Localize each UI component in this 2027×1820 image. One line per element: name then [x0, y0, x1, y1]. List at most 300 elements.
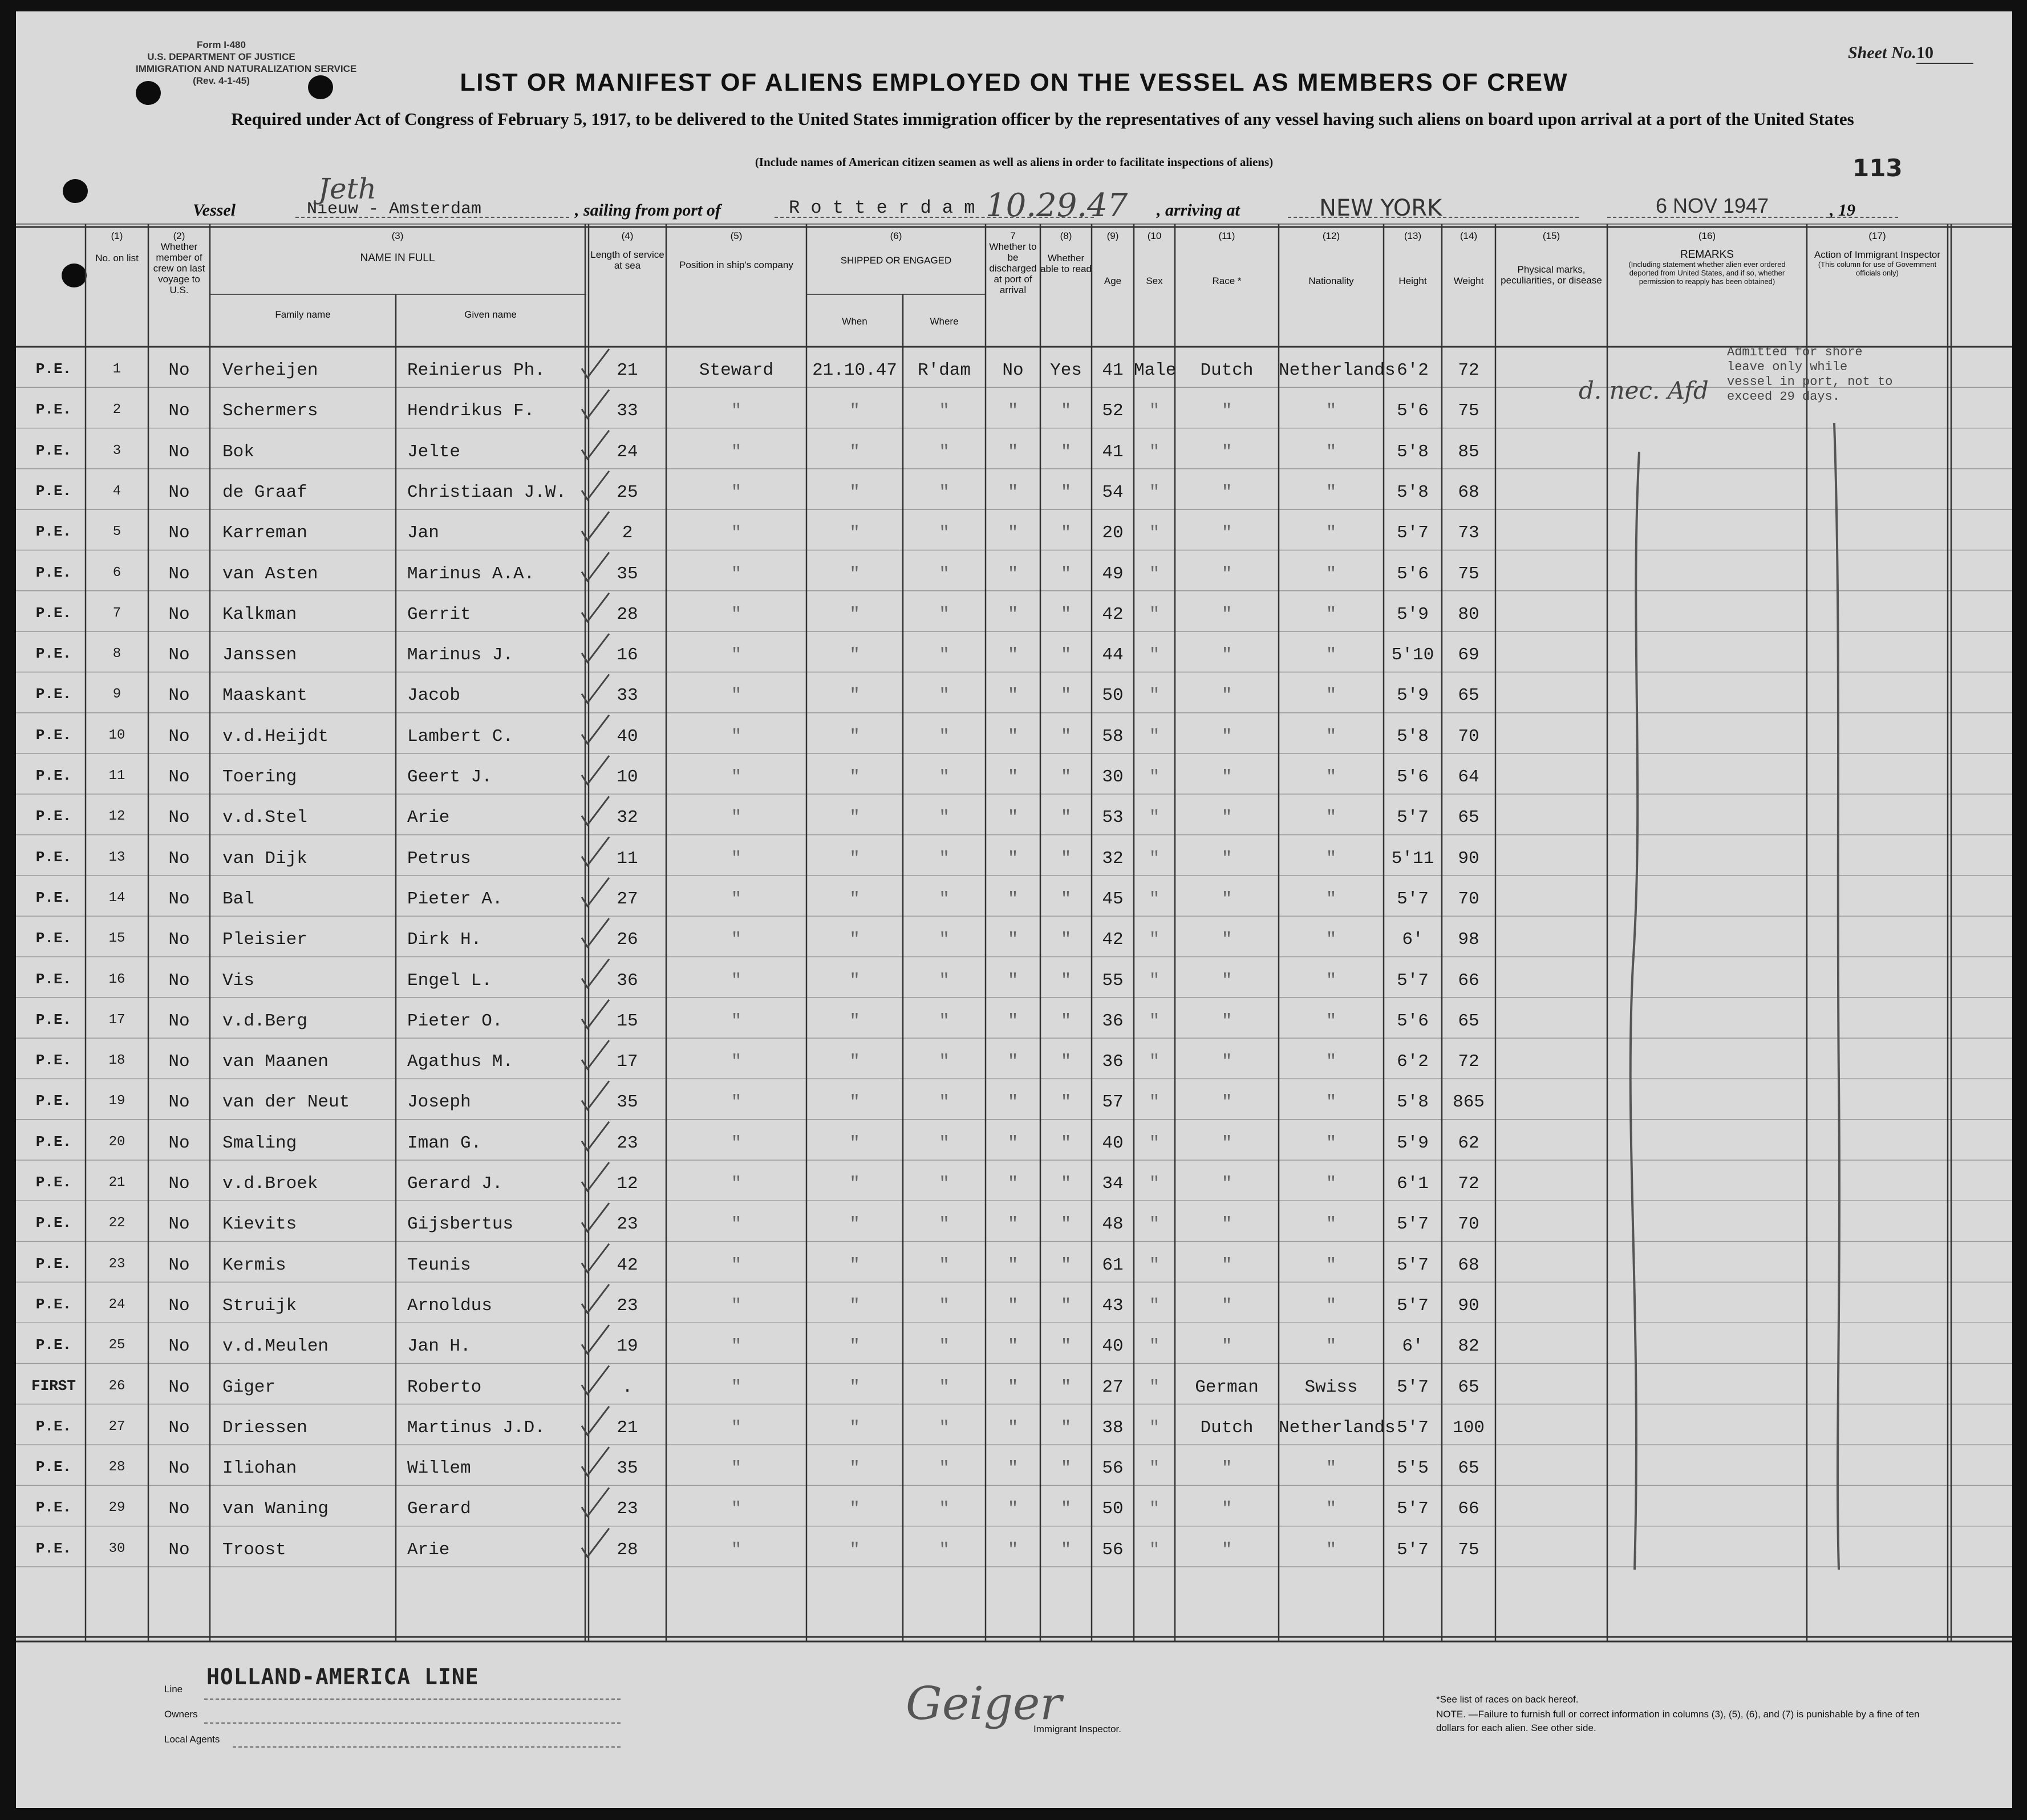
given-name: Agathus M. — [407, 1052, 514, 1072]
discharged: " — [1007, 1011, 1019, 1031]
discharged: " — [1007, 1174, 1019, 1194]
weight: 72 — [1458, 360, 1479, 380]
department: U.S. DEPARTMENT OF JUSTICE — [147, 51, 295, 62]
able-to-read: " — [1060, 482, 1072, 502]
weight: 65 — [1458, 1458, 1479, 1479]
race: " — [1221, 726, 1233, 747]
nationality: " — [1325, 1174, 1337, 1194]
able-to-read: " — [1060, 1295, 1072, 1316]
nationality: " — [1325, 1092, 1337, 1113]
table-row — [16, 998, 2012, 1038]
shipped-when: " — [849, 1499, 860, 1519]
discharged: " — [1007, 1539, 1019, 1560]
last-voyage: No — [168, 1417, 190, 1438]
table-row — [16, 916, 2012, 956]
age: 20 — [1102, 523, 1124, 544]
age: 36 — [1102, 1052, 1124, 1072]
table-row — [16, 957, 2012, 998]
shipped-where: " — [939, 1295, 950, 1316]
family-name: van Asten — [222, 564, 318, 584]
discharged: " — [1007, 1214, 1019, 1235]
table-row — [16, 1038, 2012, 1079]
nationality: " — [1325, 1539, 1337, 1560]
subtitle: Required under Act of Congress of February 5, 1917, to be delivered to the United States immigration officer by the representatives of any vessel having such aliens on board upon arrival at a port of the United States — [231, 109, 1854, 129]
weight: 75 — [1458, 1539, 1479, 1560]
given-name: Willem — [407, 1458, 471, 1479]
table-row — [16, 1364, 2012, 1404]
family-name: van Maanen — [222, 1052, 329, 1072]
table-row — [16, 1079, 2012, 1119]
nationality: " — [1325, 1133, 1337, 1153]
last-voyage: No — [168, 523, 190, 544]
shipped-where: " — [939, 767, 950, 787]
able-to-read: " — [1060, 1174, 1072, 1194]
status-mark: P.E. — [35, 808, 72, 825]
age: 42 — [1102, 930, 1124, 950]
discharged: " — [1007, 441, 1019, 462]
position: " — [731, 1011, 742, 1031]
list-number: 15 — [108, 931, 125, 947]
position: " — [731, 604, 742, 625]
last-voyage: No — [168, 360, 190, 380]
service-years: 23 — [617, 1133, 638, 1153]
sex: " — [1149, 889, 1160, 909]
shipped-where: " — [939, 686, 950, 706]
port-name: R o t t e r d a m — [789, 197, 975, 218]
status-mark: P.E. — [35, 1011, 72, 1028]
given-name: Jan H. — [407, 1336, 471, 1357]
shipped-where: R'dam — [917, 360, 971, 380]
family-name: Maaskant — [222, 686, 307, 706]
table-row — [16, 1201, 2012, 1241]
position: " — [731, 401, 742, 421]
discharged: " — [1007, 401, 1019, 421]
service-years: 16 — [617, 645, 638, 666]
race: " — [1221, 441, 1233, 462]
height: 5'10 — [1391, 645, 1434, 666]
status-mark: P.E. — [35, 726, 72, 744]
sex: " — [1149, 1336, 1160, 1357]
weight: 65 — [1458, 1377, 1479, 1397]
able-to-read: " — [1060, 604, 1072, 625]
nationality: " — [1325, 441, 1337, 462]
sex: " — [1149, 930, 1160, 950]
service-years: 36 — [617, 970, 638, 991]
list-number: 24 — [108, 1296, 125, 1312]
height: 5'8 — [1397, 482, 1429, 502]
last-voyage: No — [168, 604, 190, 625]
family-name: Struijk — [222, 1295, 297, 1316]
service: IMMIGRATION AND NATURALIZATION SERVICE — [136, 63, 357, 74]
nationality: " — [1325, 1336, 1337, 1357]
table-row — [16, 469, 2012, 509]
list-number: 26 — [108, 1378, 125, 1394]
family-name: Iliohan — [222, 1458, 297, 1479]
position: " — [731, 482, 742, 502]
age: 61 — [1102, 1255, 1124, 1275]
height: 5'7 — [1397, 1539, 1429, 1560]
list-number: 16 — [108, 971, 125, 987]
sex: " — [1149, 523, 1160, 544]
status-mark: P.E. — [35, 441, 72, 459]
service-years: 24 — [617, 441, 638, 462]
list-number: 7 — [112, 605, 121, 621]
position: " — [731, 1092, 742, 1113]
col-remarks: (16) REMARKS (Including statement whether alien ever ordered deported from United States, and if so, whether permission to reapply has been obtained) — [1628, 230, 1786, 286]
shipped-where: " — [939, 1092, 950, 1113]
family-name: Troost — [222, 1539, 286, 1560]
able-to-read: " — [1060, 726, 1072, 747]
weight: 72 — [1458, 1052, 1479, 1072]
able-to-read: " — [1060, 930, 1072, 950]
discharged: No — [1002, 360, 1024, 380]
height: 5'8 — [1397, 1092, 1429, 1113]
given-name: Roberto — [407, 1377, 482, 1397]
weight: 90 — [1458, 848, 1479, 869]
col-read: (8) Whether able to read — [1040, 230, 1092, 274]
nationality: " — [1325, 1255, 1337, 1275]
race: " — [1221, 1133, 1233, 1153]
family-name: Smaling — [222, 1133, 297, 1153]
able-to-read: " — [1060, 441, 1072, 462]
status-mark: P.E. — [35, 1458, 72, 1476]
nationality: " — [1325, 1295, 1337, 1316]
race: " — [1221, 767, 1233, 787]
position: " — [731, 1458, 742, 1479]
sex: " — [1149, 1377, 1160, 1397]
discharged: " — [1007, 1255, 1019, 1275]
family-name: v.d.Heijdt — [222, 726, 329, 747]
age: 48 — [1102, 1214, 1124, 1235]
table-row — [16, 1160, 2012, 1201]
height: 6'2 — [1397, 1052, 1429, 1072]
height: 5'6 — [1397, 564, 1429, 584]
shipped-where: " — [939, 1377, 950, 1397]
shipped-where: " — [939, 1417, 950, 1438]
status-mark: P.E. — [35, 970, 72, 988]
col-action: (17) Action of Immigrant Inspector (This column for use of Government officials only) — [1814, 230, 1941, 277]
shipped-when: " — [849, 1214, 860, 1235]
sex: " — [1149, 604, 1160, 625]
nationality: Netherlands — [1279, 1417, 1396, 1438]
shipped-where: " — [939, 1255, 950, 1275]
family-name: Kermis — [222, 1255, 286, 1275]
height: 5'9 — [1397, 1133, 1429, 1153]
discharged: " — [1007, 1295, 1019, 1316]
position: " — [731, 1052, 742, 1072]
status-mark: P.E. — [35, 767, 72, 784]
age: 56 — [1102, 1539, 1124, 1560]
col-race: (11) Race * — [1212, 230, 1242, 286]
shipped-when: " — [849, 1092, 860, 1113]
race: " — [1221, 1499, 1233, 1519]
age: 44 — [1102, 645, 1124, 666]
inspector-label: Immigrant Inspector. — [1033, 1724, 1122, 1734]
sex: " — [1149, 564, 1160, 584]
service-years: 23 — [617, 1295, 638, 1316]
given-name: Engel L. — [407, 970, 492, 991]
weight: 70 — [1458, 889, 1479, 909]
status-mark: P.E. — [35, 1539, 72, 1557]
age: 41 — [1102, 441, 1124, 462]
position: " — [731, 523, 742, 544]
discharged: " — [1007, 1336, 1019, 1357]
nationality: " — [1325, 604, 1337, 625]
arrival-date: 6 NOV 1947 — [1656, 194, 1769, 217]
col-sex: (10 Sex — [1146, 230, 1163, 286]
discharged: " — [1007, 1499, 1019, 1519]
height: 5'9 — [1397, 686, 1429, 706]
page-title: LIST OR MANIFEST OF ALIENS EMPLOYED ON THE VESSEL AS MEMBERS OF CREW — [460, 68, 1568, 96]
given-name: Marinus J. — [407, 645, 514, 666]
able-to-read: " — [1060, 767, 1072, 787]
table-row — [16, 794, 2012, 834]
height: 5'11 — [1391, 848, 1434, 869]
col-when: When — [842, 316, 867, 327]
position: " — [731, 1295, 742, 1316]
service-years: 21 — [617, 1417, 638, 1438]
table-row — [16, 1485, 2012, 1526]
nationality: " — [1325, 1499, 1337, 1519]
family-name: Vis — [222, 970, 254, 991]
height: 5'8 — [1397, 726, 1429, 747]
status-mark: P.E. — [35, 1133, 72, 1150]
shipped-when: " — [849, 726, 860, 747]
position: " — [731, 1174, 742, 1194]
age: 40 — [1102, 1133, 1124, 1153]
family-name: Schermers — [222, 401, 318, 421]
age: 32 — [1102, 848, 1124, 869]
vessel-handwritten: Jeth — [318, 172, 376, 205]
status-mark: P.E. — [35, 482, 72, 500]
given-name: Lambert C. — [407, 726, 514, 747]
age: 53 — [1102, 808, 1124, 828]
list-number: 20 — [108, 1134, 125, 1150]
able-to-read: " — [1060, 1539, 1072, 1560]
height: 5'7 — [1397, 889, 1429, 909]
position: " — [731, 1133, 742, 1153]
position: " — [731, 889, 742, 909]
service-years: 32 — [617, 808, 638, 828]
discharged: " — [1007, 523, 1019, 544]
shipped-where: " — [939, 726, 950, 747]
weight: 69 — [1458, 645, 1479, 666]
shipped-where: " — [939, 930, 950, 950]
family-name: Driessen — [222, 1417, 307, 1438]
race: " — [1221, 401, 1233, 421]
weight: 90 — [1458, 1295, 1479, 1316]
able-to-read: " — [1060, 1336, 1072, 1357]
race: " — [1221, 1458, 1233, 1479]
table-row — [16, 347, 2012, 387]
family-name: van Waning — [222, 1499, 329, 1519]
race: " — [1221, 1052, 1233, 1072]
last-voyage: No — [168, 1011, 190, 1031]
position: " — [731, 441, 742, 462]
age: 40 — [1102, 1336, 1124, 1357]
races-note: *See list of races on back hereof. — [1436, 1694, 1579, 1705]
list-number: 19 — [108, 1093, 125, 1109]
given-name: Gerard — [407, 1499, 471, 1519]
nationality: " — [1325, 645, 1337, 666]
shipped-when: " — [849, 604, 860, 625]
given-name: Joseph — [407, 1092, 471, 1113]
sex: " — [1149, 970, 1160, 991]
position: " — [731, 1417, 742, 1438]
sailing-date-handwritten: 10.29.47 — [986, 187, 1128, 224]
col-where: Where — [930, 316, 959, 327]
discharged: " — [1007, 767, 1019, 787]
given-name: Petrus — [407, 848, 471, 869]
position: " — [731, 848, 742, 869]
sex: " — [1149, 686, 1160, 706]
nationality: " — [1325, 848, 1337, 869]
family-name: van der Neut — [222, 1092, 350, 1113]
col-given-name: Given name — [464, 309, 517, 320]
list-number: 5 — [112, 524, 121, 540]
service-years: 42 — [617, 1255, 638, 1275]
shipped-when: " — [849, 889, 860, 909]
service-years: 25 — [617, 482, 638, 502]
height: 5'7 — [1397, 808, 1429, 828]
shipped-where: " — [939, 848, 950, 869]
sex: " — [1149, 1214, 1160, 1235]
nationality: " — [1325, 1214, 1337, 1235]
status-mark: P.E. — [35, 401, 72, 419]
race: " — [1221, 1539, 1233, 1560]
shipped-when: " — [849, 441, 860, 462]
able-to-read: " — [1060, 1092, 1072, 1113]
status-mark: P.E. — [35, 1092, 72, 1110]
table-row — [16, 753, 2012, 794]
discharged: " — [1007, 686, 1019, 706]
col-family-name: Family name — [275, 309, 331, 320]
last-voyage: No — [168, 889, 190, 909]
position: Steward — [699, 360, 774, 380]
family-name: Bal — [222, 889, 254, 909]
last-voyage: No — [168, 1458, 190, 1479]
able-to-read: " — [1060, 889, 1072, 909]
able-to-read: " — [1060, 970, 1072, 991]
discharged: " — [1007, 1377, 1019, 1397]
sex: " — [1149, 1133, 1160, 1153]
discharged: " — [1007, 1458, 1019, 1479]
sex: " — [1149, 1174, 1160, 1194]
list-number: 27 — [108, 1418, 125, 1434]
family-name: Bok — [222, 441, 254, 462]
weight: 66 — [1458, 1499, 1479, 1519]
race: " — [1221, 930, 1233, 950]
shipped-when: " — [849, 401, 860, 421]
shipped-where: " — [939, 482, 950, 502]
list-number: 25 — [108, 1337, 125, 1353]
table-row — [16, 713, 2012, 753]
service-years: 27 — [617, 889, 638, 909]
age: 49 — [1102, 564, 1124, 584]
age: 52 — [1102, 401, 1124, 421]
weight: 73 — [1458, 523, 1479, 544]
family-name: Kalkman — [222, 604, 297, 625]
list-number: 2 — [112, 402, 121, 418]
shipped-when: " — [849, 482, 860, 502]
list-number: 1 — [112, 362, 121, 377]
service-years: 21 — [617, 360, 638, 380]
service-years: . — [622, 1377, 633, 1397]
race: " — [1221, 1336, 1233, 1357]
manifest-rows — [16, 11, 2012, 1808]
position: " — [731, 726, 742, 747]
given-name: Pieter A. — [407, 889, 503, 909]
table-row — [16, 1323, 2012, 1363]
nationality: " — [1325, 482, 1337, 502]
able-to-read: " — [1060, 564, 1072, 584]
shipped-where: " — [939, 604, 950, 625]
sex: Male — [1134, 360, 1177, 380]
sheet-number: 10 — [1916, 43, 1973, 64]
form-number: Form I-480 — [197, 39, 246, 50]
table-row — [16, 1242, 2012, 1282]
given-name: Pieter O. — [407, 1011, 503, 1031]
given-name: Dirk H. — [407, 930, 482, 950]
able-to-read: " — [1060, 808, 1072, 828]
weight: 66 — [1458, 970, 1479, 991]
sex: " — [1149, 767, 1160, 787]
given-name: Iman G. — [407, 1133, 482, 1153]
family-name: v.d.Meulen — [222, 1336, 329, 1357]
height: 5'9 — [1397, 604, 1429, 625]
shipped-when: " — [849, 1011, 860, 1031]
status-mark: P.E. — [35, 1295, 72, 1313]
nationality: " — [1325, 970, 1337, 991]
discharged: " — [1007, 930, 1019, 950]
status-mark: P.E. — [35, 1174, 72, 1191]
able-to-read: " — [1060, 1377, 1072, 1397]
sheet-label: Sheet No. — [1848, 43, 1916, 62]
vessel-label: Vessel — [193, 201, 236, 220]
status-mark: P.E. — [35, 1214, 72, 1232]
list-number: 10 — [108, 727, 125, 743]
nationality: " — [1325, 930, 1337, 950]
position: " — [731, 1499, 742, 1519]
service-years: 17 — [617, 1052, 638, 1072]
family-name: Verheijen — [222, 360, 318, 380]
family-name: de Graaf — [222, 482, 307, 502]
shipped-when: " — [849, 523, 860, 544]
race: " — [1221, 1174, 1233, 1194]
remarks-handwritten: d. nec. Afd — [1579, 376, 1709, 404]
position: " — [731, 1214, 742, 1235]
able-to-read: " — [1060, 1458, 1072, 1479]
sex: " — [1149, 1011, 1160, 1031]
position: " — [731, 686, 742, 706]
list-number: 11 — [108, 768, 125, 784]
last-voyage: No — [168, 1133, 190, 1153]
shipped-when: " — [849, 1052, 860, 1072]
nationality: " — [1325, 1052, 1337, 1072]
arrival-port: NEW YORK — [1319, 195, 1442, 221]
last-voyage: No — [168, 726, 190, 747]
weight: 65 — [1458, 808, 1479, 828]
family-name: Karreman — [222, 523, 307, 544]
last-voyage: No — [168, 1336, 190, 1357]
status-mark: P.E. — [35, 645, 72, 663]
shipped-when: " — [849, 1255, 860, 1275]
service-years: 28 — [617, 1539, 638, 1560]
service-years: 19 — [617, 1336, 638, 1357]
service-years: 35 — [617, 1092, 638, 1113]
inspector-signature: Geiger — [906, 1677, 1062, 1730]
col-discharge: 7 Whether to be discharged at port of arrival — [989, 230, 1037, 295]
